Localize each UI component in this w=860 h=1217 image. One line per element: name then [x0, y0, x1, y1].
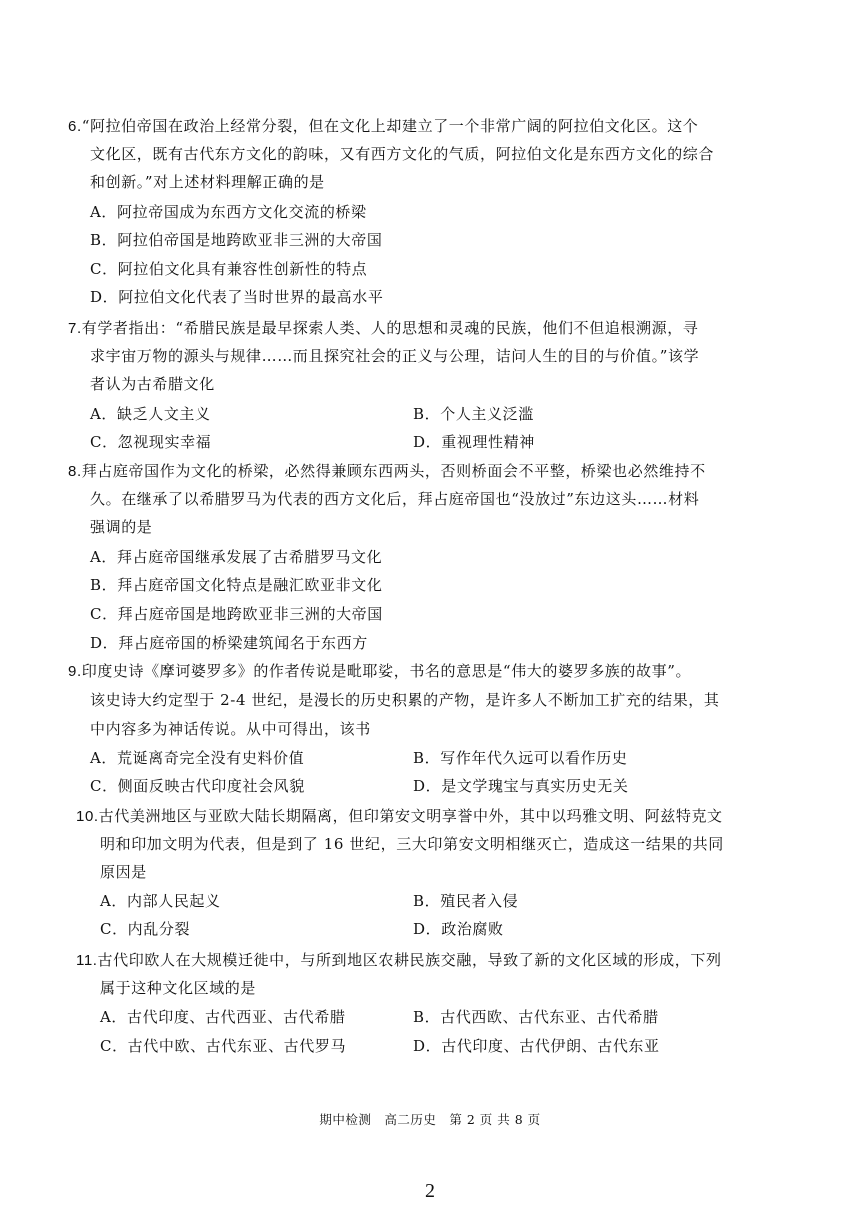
page-number: 2 — [425, 1180, 435, 1202]
option-a: A．荒诞离奇完全没有史料价值 — [90, 749, 305, 767]
option-c: C．拜占庭帝国是地跨欧亚非三洲的大帝国 — [90, 605, 383, 623]
option-b: B．阿拉伯帝国是地跨欧亚非三洲的大帝国 — [90, 231, 383, 249]
question-stem-line: “阿拉伯帝国在政治上经常分裂，但在文化上却建立了一个非常广阔的阿拉伯文化区。这个 — [81, 117, 699, 135]
option-c: C．忽视现实幸福 — [90, 433, 212, 451]
question-stem-line: 该史诗大约定型于 2-4 世纪，是漫长的历史积累的产物，是许多人不断加工扩充的结果，其 — [90, 691, 720, 709]
option-d: D．古代印度、古代伊朗、古代东亚 — [413, 1037, 660, 1055]
option-c: C．内乱分裂 — [100, 920, 191, 938]
option-a: A．古代印度、古代西亚、古代希腊 — [100, 1008, 346, 1026]
question-number: 6. — [68, 118, 82, 135]
question-stem-line: 强调的是 — [90, 518, 153, 536]
question-stem-line: 明和印加文明为代表，但是到了 16 世纪，三大印第安文明相继灭亡，造成这一结果的共同 — [100, 835, 724, 853]
question-stem-line: 印度史诗《摩诃婆罗多》的作者传说是毗耶娑，书名的意思是“伟大的婆罗多族的故事”。 — [81, 662, 692, 680]
question-stem-line: 有学者指出：“希腊民族是最早探索人类、人的思想和灵魂的民族，他们不但追根溯源，寻 — [81, 319, 699, 337]
option-b: B．殖民者入侵 — [413, 892, 519, 910]
question-stem-line: 古代美洲地区与亚欧大陆长期隔离，但印第安文明享誉中外，其中以玛雅文明、阿兹特克文 — [98, 807, 723, 825]
option-b: B．写作年代久远可以看作历史 — [413, 749, 628, 767]
option-a: A．阿拉帝国成为东西方文化交流的桥梁 — [90, 203, 367, 221]
page-footer: 期中检测 高二历史 第 2 页 共 8 页 — [319, 1112, 541, 1127]
option-c: C．古代中欧、古代东亚、古代罗马 — [100, 1037, 347, 1055]
option-a: A．缺乏人文主义 — [90, 405, 211, 423]
question-stem-line: 中内容多为神话传说。从中可得出，该书 — [90, 720, 371, 738]
option-c: C．侧面反映古代印度社会风貌 — [90, 777, 305, 795]
question-stem-line: 求宇宙万物的源头与规律……而且探究社会的正义与公理，诘问人生的目的与价值。”该学 — [90, 347, 700, 365]
option-d: D．政治腐败 — [413, 920, 504, 938]
option-d: D．阿拉伯文化代表了当时世界的最高水平 — [90, 288, 384, 306]
question-number: 7. — [68, 320, 82, 337]
option-d: D．拜占庭帝国的桥梁建筑闻名于东西方 — [90, 634, 368, 652]
question-stem-line: 和创新。”对上述材料理解正确的是 — [90, 173, 325, 191]
question-stem-line: 原因是 — [100, 863, 147, 881]
option-c: C．阿拉伯文化具有兼容性创新性的特点 — [90, 260, 368, 278]
question-stem-line: 久。在继承了以希腊罗马为代表的西方文化后，拜占庭帝国也“没放过”东边这头……材料 — [90, 490, 700, 508]
option-b: B．个人主义泛滥 — [413, 405, 534, 423]
option-b: B．拜占庭帝国文化特点是融汇欧亚非文化 — [90, 576, 383, 594]
question-stem-line: 者认为古希腊文化 — [90, 375, 215, 393]
option-b: B．古代西欧、古代东亚、古代希腊 — [413, 1008, 659, 1026]
option-a: A．拜占庭帝国继承发展了古希腊罗马文化 — [90, 548, 383, 566]
option-d: D．重视理性精神 — [413, 433, 535, 451]
question-stem-line: 属于这种文化区域的是 — [100, 979, 257, 997]
question-stem-line: 文化区，既有古代东方文化的韵味，又有西方文化的气质，阿拉伯文化是东西方文化的综合 — [90, 145, 715, 163]
question-number: 8. — [68, 463, 82, 480]
question-number: 9. — [68, 663, 82, 680]
question-number: 10. — [76, 808, 99, 825]
option-a: A．内部人民起义 — [100, 892, 221, 910]
question-stem-line: 古代印欧人在大规模迁徙中，与所到地区农耕民族交融，导致了新的文化区域的形成，下列 — [97, 951, 722, 969]
question-number: 11. — [76, 952, 98, 969]
question-stem-line: 拜占庭帝国作为文化的桥梁，必然得兼顾东西两头，否则桥面会不平整，桥梁也必然维持不 — [81, 462, 706, 480]
option-d: D．是文学瑰宝与真实历史无关 — [413, 777, 629, 795]
